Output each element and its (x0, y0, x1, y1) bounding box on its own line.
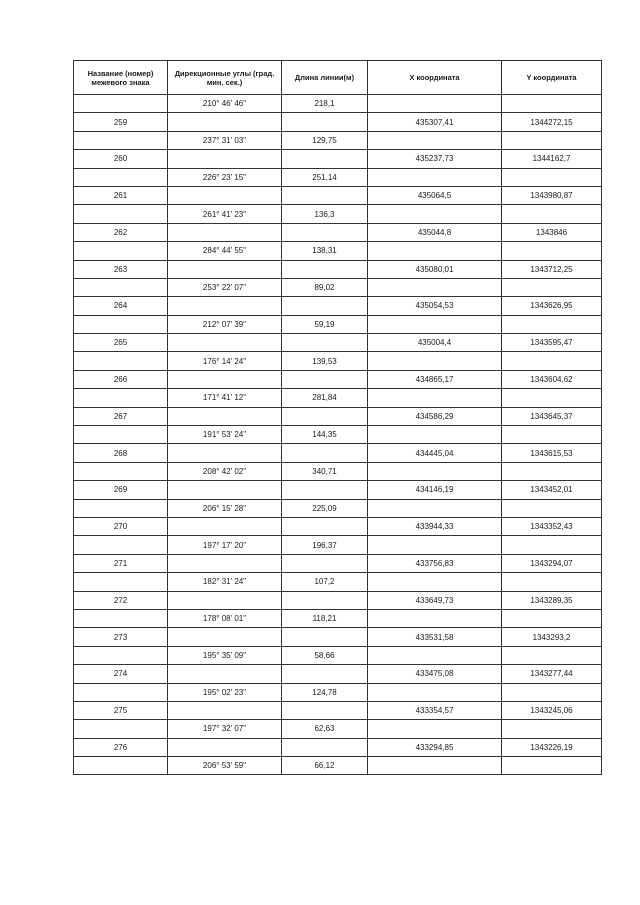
table-row (74, 168, 602, 186)
cell-marker-name: 268 (74, 444, 168, 462)
cell-marker-name: 262 (74, 223, 168, 241)
table-row (74, 536, 602, 554)
cell-x-coordinate: 435080,01 (368, 260, 502, 278)
cell-marker-name: 271 (74, 554, 168, 572)
header-marker-name: Название (номер) межевого знака (74, 61, 168, 95)
cell-marker-name (74, 315, 168, 333)
header-x-coordinate: X координата (368, 61, 502, 95)
cell-marker-name (74, 573, 168, 591)
cell-line-length: 66,12 (282, 757, 368, 775)
cell-direction-angle (168, 334, 282, 352)
cell-marker-name: 259 (74, 113, 168, 131)
table-row (74, 554, 602, 572)
cell-y-coordinate: 1343846 (502, 223, 602, 241)
cell-line-length: 144,35 (282, 426, 368, 444)
table-row (74, 738, 602, 756)
table-row (74, 407, 602, 425)
cell-direction-angle: 210° 46' 46" (168, 95, 282, 113)
cell-line-length: 129,75 (282, 131, 368, 149)
cell-x-coordinate: 434865,17 (368, 370, 502, 388)
table-row (74, 150, 602, 168)
cell-y-coordinate (502, 609, 602, 627)
cell-line-length (282, 334, 368, 352)
cell-line-length: 281,84 (282, 389, 368, 407)
cell-x-coordinate (368, 352, 502, 370)
table-header-row (74, 61, 602, 95)
cell-line-length: 251,14 (282, 168, 368, 186)
cell-y-coordinate: 1343294,07 (502, 554, 602, 572)
cell-y-coordinate (502, 499, 602, 517)
table-row (74, 95, 602, 113)
cell-y-coordinate (502, 536, 602, 554)
table-row (74, 720, 602, 738)
cell-y-coordinate (502, 757, 602, 775)
table-row (74, 757, 602, 775)
cell-y-coordinate: 1343626,95 (502, 297, 602, 315)
cell-x-coordinate: 435054,53 (368, 297, 502, 315)
cell-y-coordinate: 1343604,62 (502, 370, 602, 388)
cell-line-length: 107,2 (282, 573, 368, 591)
cell-line-length (282, 297, 368, 315)
cell-marker-name (74, 683, 168, 701)
cell-direction-angle: 197° 32' 07" (168, 720, 282, 738)
cell-marker-name (74, 95, 168, 113)
cell-direction-angle: 195° 35' 09" (168, 646, 282, 664)
cell-direction-angle: 178° 08' 01" (168, 609, 282, 627)
table-row (74, 223, 602, 241)
cell-line-length (282, 223, 368, 241)
table-row (74, 646, 602, 664)
cell-x-coordinate: 435004,4 (368, 334, 502, 352)
cell-marker-name (74, 205, 168, 223)
cell-marker-name: 267 (74, 407, 168, 425)
cell-x-coordinate (368, 646, 502, 664)
cell-y-coordinate: 1343452,01 (502, 481, 602, 499)
cell-y-coordinate (502, 205, 602, 223)
cell-line-length: 124,78 (282, 683, 368, 701)
cell-direction-angle: 226° 23' 15" (168, 168, 282, 186)
cell-marker-name (74, 168, 168, 186)
cell-x-coordinate (368, 499, 502, 517)
table-row (74, 389, 602, 407)
cell-direction-angle (168, 260, 282, 278)
cell-line-length (282, 150, 368, 168)
table-row (74, 499, 602, 517)
cell-marker-name (74, 609, 168, 627)
cell-line-length (282, 591, 368, 609)
cell-line-length (282, 113, 368, 131)
cell-line-length (282, 628, 368, 646)
cell-direction-angle: 253° 22' 07" (168, 278, 282, 296)
cell-y-coordinate (502, 462, 602, 480)
cell-y-coordinate: 1343245,06 (502, 701, 602, 719)
cell-x-coordinate (368, 315, 502, 333)
cell-x-coordinate (368, 242, 502, 260)
cell-direction-angle (168, 370, 282, 388)
cell-marker-name: 266 (74, 370, 168, 388)
cell-x-coordinate (368, 573, 502, 591)
cell-line-length: 58,66 (282, 646, 368, 664)
table-row (74, 370, 602, 388)
cell-x-coordinate: 435044,8 (368, 223, 502, 241)
cell-direction-angle: 206° 15' 28" (168, 499, 282, 517)
table-row (74, 683, 602, 701)
table-row (74, 186, 602, 204)
cell-y-coordinate (502, 389, 602, 407)
cell-x-coordinate (368, 462, 502, 480)
table-row (74, 701, 602, 719)
table-row (74, 278, 602, 296)
cell-line-length: 89,02 (282, 278, 368, 296)
cell-x-coordinate (368, 720, 502, 738)
cell-line-length (282, 517, 368, 535)
table-row (74, 113, 602, 131)
cell-y-coordinate: 1344272,15 (502, 113, 602, 131)
cell-y-coordinate (502, 95, 602, 113)
cell-y-coordinate: 1343226,19 (502, 738, 602, 756)
cell-direction-angle (168, 628, 282, 646)
cell-y-coordinate (502, 242, 602, 260)
cell-x-coordinate (368, 95, 502, 113)
cell-line-length (282, 260, 368, 278)
header-line-length: Длина линии(м) (282, 61, 368, 95)
cell-marker-name: 276 (74, 738, 168, 756)
cell-marker-name: 264 (74, 297, 168, 315)
cell-direction-angle (168, 738, 282, 756)
cell-y-coordinate: 1343615,53 (502, 444, 602, 462)
cell-x-coordinate: 433756,83 (368, 554, 502, 572)
table-row (74, 260, 602, 278)
cell-marker-name: 260 (74, 150, 168, 168)
cell-line-length: 340,71 (282, 462, 368, 480)
cell-y-coordinate (502, 168, 602, 186)
cell-line-length: 59,19 (282, 315, 368, 333)
table-row (74, 665, 602, 683)
cell-direction-angle (168, 113, 282, 131)
cell-direction-angle (168, 297, 282, 315)
cell-y-coordinate: 1343712,25 (502, 260, 602, 278)
cell-direction-angle: 212° 07' 39" (168, 315, 282, 333)
cell-marker-name (74, 426, 168, 444)
table-body (74, 95, 602, 775)
cell-y-coordinate (502, 278, 602, 296)
cell-line-length (282, 554, 368, 572)
cell-y-coordinate (502, 315, 602, 333)
cell-x-coordinate: 433354,57 (368, 701, 502, 719)
cell-y-coordinate (502, 683, 602, 701)
cell-x-coordinate (368, 205, 502, 223)
cell-marker-name (74, 131, 168, 149)
cell-marker-name: 272 (74, 591, 168, 609)
cell-x-coordinate: 433531,58 (368, 628, 502, 646)
cell-direction-angle (168, 554, 282, 572)
cell-x-coordinate (368, 278, 502, 296)
cell-y-coordinate (502, 720, 602, 738)
cell-x-coordinate (368, 426, 502, 444)
cell-direction-angle (168, 407, 282, 425)
cell-x-coordinate: 435237,73 (368, 150, 502, 168)
table-row (74, 334, 602, 352)
table-row (74, 573, 602, 591)
table-row (74, 426, 602, 444)
cell-x-coordinate (368, 609, 502, 627)
cell-marker-name (74, 646, 168, 664)
cell-line-length: 196,37 (282, 536, 368, 554)
table-row (74, 297, 602, 315)
cell-direction-angle: 182° 31' 24" (168, 573, 282, 591)
cell-y-coordinate: 1343352,43 (502, 517, 602, 535)
cell-y-coordinate (502, 352, 602, 370)
cell-y-coordinate (502, 131, 602, 149)
cell-line-length (282, 665, 368, 683)
table-row (74, 352, 602, 370)
table-row (74, 628, 602, 646)
cell-line-length: 225,09 (282, 499, 368, 517)
cell-marker-name (74, 720, 168, 738)
cell-marker-name (74, 757, 168, 775)
cell-y-coordinate (502, 646, 602, 664)
cell-line-length (282, 186, 368, 204)
cell-line-length: 62,63 (282, 720, 368, 738)
table-row (74, 462, 602, 480)
boundary-coordinates-table (73, 60, 602, 775)
cell-y-coordinate (502, 573, 602, 591)
table-row (74, 444, 602, 462)
cell-x-coordinate (368, 389, 502, 407)
table-row (74, 517, 602, 535)
cell-marker-name: 273 (74, 628, 168, 646)
cell-direction-angle: 197° 17' 20" (168, 536, 282, 554)
cell-marker-name: 274 (74, 665, 168, 683)
cell-y-coordinate: 1343293,2 (502, 628, 602, 646)
cell-direction-angle: 195° 02' 23" (168, 683, 282, 701)
cell-line-length: 139,53 (282, 352, 368, 370)
cell-line-length (282, 370, 368, 388)
cell-direction-angle (168, 150, 282, 168)
table-row (74, 481, 602, 499)
cell-line-length (282, 738, 368, 756)
cell-y-coordinate: 1343289,35 (502, 591, 602, 609)
cell-marker-name (74, 278, 168, 296)
cell-x-coordinate (368, 131, 502, 149)
cell-line-length (282, 407, 368, 425)
cell-y-coordinate: 1343277,44 (502, 665, 602, 683)
cell-x-coordinate: 433294,85 (368, 738, 502, 756)
cell-direction-angle: 284° 44' 55" (168, 242, 282, 260)
cell-direction-angle (168, 665, 282, 683)
cell-direction-angle (168, 223, 282, 241)
cell-y-coordinate: 1343595,47 (502, 334, 602, 352)
cell-direction-angle (168, 186, 282, 204)
table-row (74, 609, 602, 627)
cell-direction-angle: 261° 41' 23" (168, 205, 282, 223)
header-y-coordinate: Y координата (502, 61, 602, 95)
cell-line-length (282, 444, 368, 462)
cell-line-length (282, 701, 368, 719)
cell-marker-name (74, 242, 168, 260)
cell-line-length: 118,21 (282, 609, 368, 627)
cell-line-length: 136,3 (282, 205, 368, 223)
cell-direction-angle (168, 481, 282, 499)
cell-x-coordinate: 433944,33 (368, 517, 502, 535)
cell-x-coordinate (368, 536, 502, 554)
cell-x-coordinate: 433649,73 (368, 591, 502, 609)
table-row (74, 242, 602, 260)
cell-direction-angle (168, 591, 282, 609)
cell-x-coordinate: 434586,29 (368, 407, 502, 425)
cell-marker-name (74, 462, 168, 480)
cell-marker-name: 263 (74, 260, 168, 278)
table-row (74, 131, 602, 149)
cell-direction-angle (168, 517, 282, 535)
cell-y-coordinate: 1343980,87 (502, 186, 602, 204)
cell-x-coordinate: 435307,41 (368, 113, 502, 131)
cell-marker-name: 270 (74, 517, 168, 535)
cell-direction-angle: 206° 53' 59" (168, 757, 282, 775)
cell-marker-name: 275 (74, 701, 168, 719)
cell-direction-angle (168, 444, 282, 462)
cell-direction-angle: 237° 31' 03" (168, 131, 282, 149)
cell-x-coordinate: 433475,08 (368, 665, 502, 683)
cell-x-coordinate: 434146,19 (368, 481, 502, 499)
cell-direction-angle (168, 701, 282, 719)
cell-marker-name: 265 (74, 334, 168, 352)
cell-y-coordinate (502, 426, 602, 444)
cell-marker-name: 261 (74, 186, 168, 204)
cell-marker-name (74, 389, 168, 407)
cell-x-coordinate (368, 168, 502, 186)
header-direction-angle: Дирекционные углы (град. мин. сек.) (168, 61, 282, 95)
cell-marker-name (74, 499, 168, 517)
cell-line-length: 138,31 (282, 242, 368, 260)
cell-x-coordinate: 435064,5 (368, 186, 502, 204)
cell-direction-angle: 176° 14' 24" (168, 352, 282, 370)
cell-direction-angle: 171° 41' 12" (168, 389, 282, 407)
cell-x-coordinate: 434445,04 (368, 444, 502, 462)
cell-y-coordinate: 1344162,7 (502, 150, 602, 168)
cell-x-coordinate (368, 683, 502, 701)
table-row (74, 205, 602, 223)
cell-y-coordinate: 1343645,37 (502, 407, 602, 425)
table-row (74, 591, 602, 609)
cell-line-length: 218,1 (282, 95, 368, 113)
cell-direction-angle: 191° 53' 24" (168, 426, 282, 444)
table-row (74, 315, 602, 333)
cell-direction-angle: 208° 42' 02" (168, 462, 282, 480)
cell-x-coordinate (368, 757, 502, 775)
cell-line-length (282, 481, 368, 499)
cell-marker-name: 269 (74, 481, 168, 499)
cell-marker-name (74, 536, 168, 554)
cell-marker-name (74, 352, 168, 370)
